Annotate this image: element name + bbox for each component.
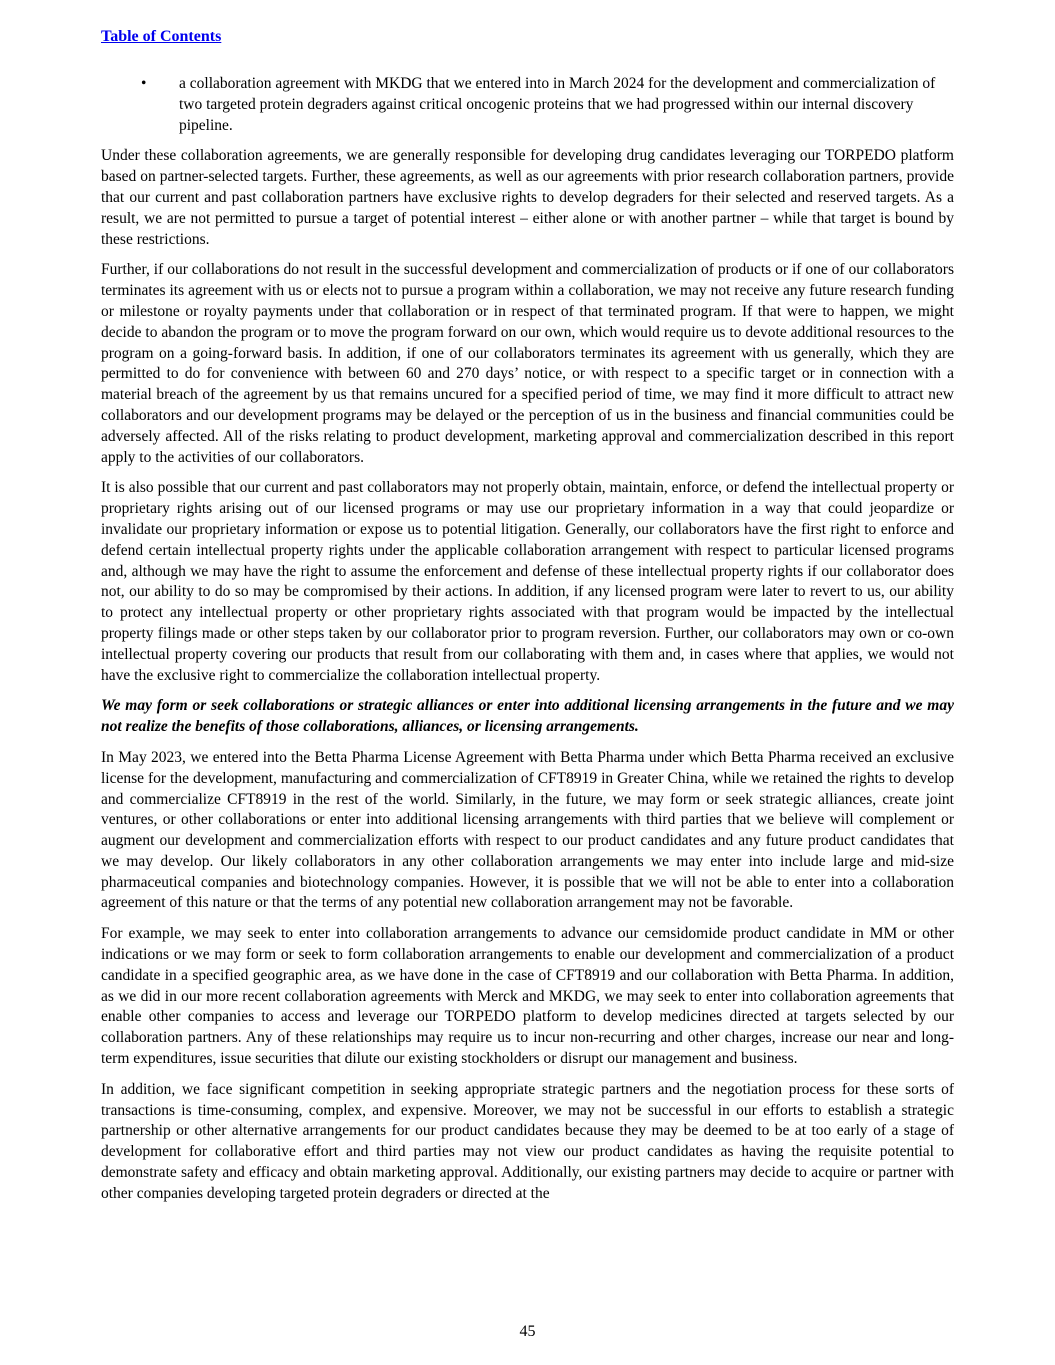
paragraph-collaboration-examples: For example, we may seek to enter into collaboration arrangements to advance our cemsidomide product candidate in MM or other indications or we may form or seek to form collaboration arrangements to enable our development and commercialization of a product candidate in a specified geographic area, as we have done in the case of CFT8919 and our collaboration with Betta Pharma. In addition, as we did in our more recent collaboration agreements with Merck and MKDG, we may seek to enter into collaboration agreements that enable other companies to access and leverage our TORPEDO platform to develop medicines directed at targets selected by our collaboration partners. Any of these relationships may require us to incur non-recurring and other charges, increase our near and long-term expenditures, issue securities that dilute our existing stockholders or disrupt our management and business. bbox=[101, 925, 954, 1068]
bullet-list-item bbox=[101, 74, 954, 136]
paragraph-intellectual-property: It is also possible that our current and past collaborators may not properly obtain, maintain, enforce, or defend the intellectual property or proprietary rights arising out of our licensed programs or may use our proprietary information in a way that could jeopardize or invalidate our proprietary information or expose us to potential litigation. Generally, our collaborators have the first right to enforce and defend certain intellectual property rights under the applicable collaboration arrangement with respect to particular licensed programs and, although we may have the right to assume the enforcement and defense of these intellectual property rights if our collaborator does not, our ability to do so may be compromised by their actions. In addition, if any licensed program were later to revert to us, our ability to protect any intellectual property or other proprietary rights associated with that program would be impacted by the intellectual property filings made or other steps taken by our collaborator prior to program reversion. Further, our collaborators may own or co-own intellectual property covering our products that result from our collaborating with them and, in cases where that applies, we would not have the exclusive right to commercialize the collaboration intellectual property. bbox=[101, 479, 954, 684]
bullet-glyph: • bbox=[141, 75, 147, 92]
paragraph-competition: In addition, we face significant competition in seeking appropriate strategic partners and the negotiation process for these sorts of transactions is time-consuming, complex, and expensive. Moreover, we may not be successful in our efforts to establish a strategic partnership or other alternative arrangements for our product candidates because they may be deemed to be at too early of a stage of development for collaborative effort and third parties may not view our product candidates as having the requisite potential to demonstrate safety and efficacy and obtain marketing approval. Additionally, our existing partners may decide to acquire or partner with other companies developing targeted protein degraders or directed at the bbox=[101, 1080, 954, 1202]
paragraph-betta-pharma: In May 2023, we entered into the Betta Pharma License Agreement with Betta Pharma under which Betta Pharma received an exclusive license for the development, manufacturing and commercialization of CFT8919 in Greater China, while we retained the rights to develop and commercialize CFT8919 in the rest of the world. Similarly, in the future, we may form or seek strategic alliances, create joint ventures, or other collaborations or enter into additional licensing arrangements with third parties that we believe will complement or augment our development and commercialization efforts with respect to our product candidates and any future product candidates that we may develop. Our likely collaborators in any other collaboration arrangements we may enter into include large and mid-size pharmaceutical companies and biotechnology companies. However, it is possible that we will not be able to enter into a collaboration agreement of this nature or that the terms of any potential new collaboration arrangement may not be favorable. bbox=[101, 748, 954, 912]
paragraph-collaboration-termination: Further, if our collaborations do not result in the successful development and commercialization of products or if one of our collaborators terminates its agreement with us or elects not to pursue a program within a collaboration, we may not receive any future research funding or milestone or royalty payments under that collaboration or in respect of that terminated program. If that were to happen, we might decide to abandon the program or to move the program forward on our own, which would require us to devote additional resources to the program on a going-forward basis. In addition, if one of our collaborators terminates its agreement with us generally, which they are permitted to do for convenience with between 60 and 270 days’ notice, or with respect to a specific target or in connection with a material breach of the agreement by us that remains uncured for a specified period of time, we may find it more difficult to attract new collaborators and our development programs may be delayed or the perception of us in the business and financial communities could be adversely affected. All of the risks relating to product development, marketing approval and commercialization described in this report apply to the activities of our collaborators. bbox=[101, 261, 954, 466]
paragraph-collaboration-responsibilities: Under these collaboration agreements, we are generally responsible for developing drug candidates leveraging our TORPEDO platform based on partner-selected targets. Further, these agreements, as well as our agreements with prior research collaboration partners, provide that our current and past collaboration partners have exclusive rights to develop degraders for their selected and reserved targets. As a result, we are not permitted to pursue a target of potential interest – either alone or with another partner – while that target is bound by these restrictions. bbox=[101, 147, 954, 248]
bullet-text: a collaboration agreement with MKDG that we entered into in March 2024 for the development and commercialization of two targeted protein degraders against critical oncogenic proteins that we had progressed within our internal discovery pipeline. bbox=[179, 75, 936, 134]
section-heading-strategic-alliances: We may form or seek collaborations or strategic alliances or enter into additional licensing arrangements in the future and we may not realize the benefits of those collaborations, alliances, or licensing arrangements. bbox=[101, 697, 954, 736]
table-of-contents-link[interactable]: Table of Contents bbox=[101, 28, 222, 45]
page-number: 45 bbox=[519, 1323, 536, 1340]
document-page bbox=[101, 26, 954, 1205]
